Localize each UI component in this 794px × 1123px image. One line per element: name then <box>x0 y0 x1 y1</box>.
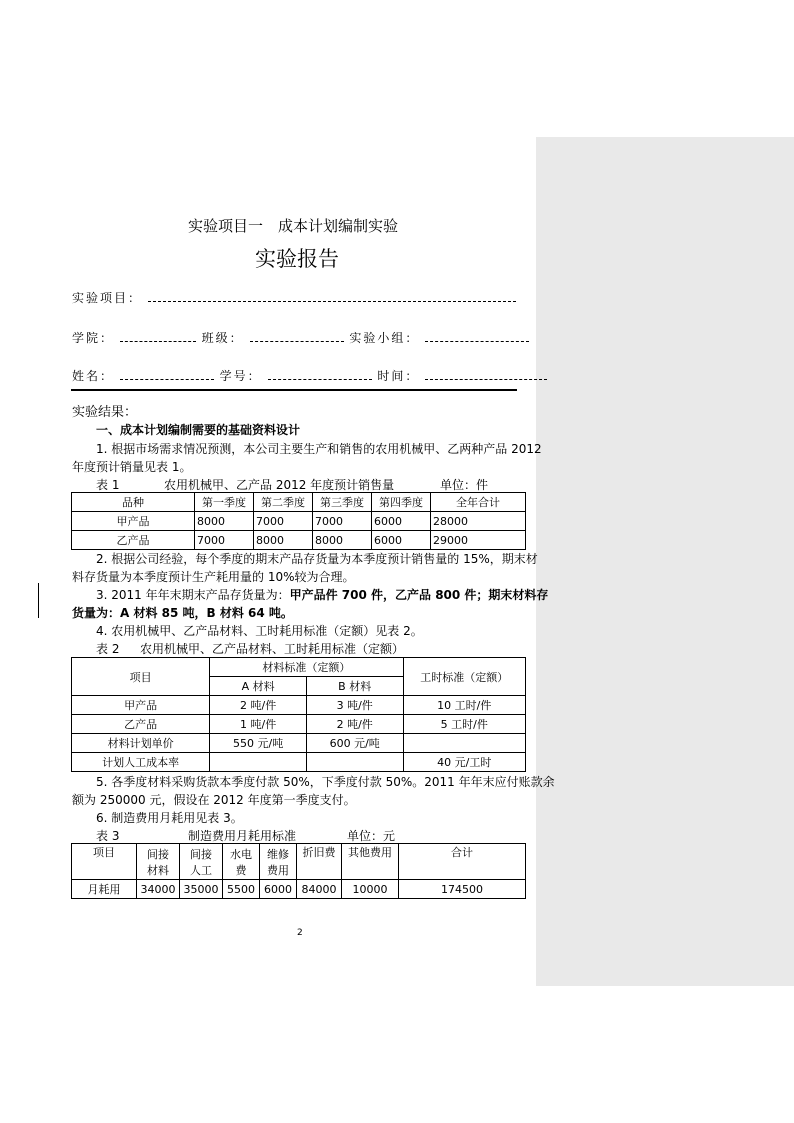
material-standards-table <box>71 657 526 772</box>
project-label: 实验项目： <box>72 291 143 305</box>
table-cell: 550 元/吨 <box>210 734 307 753</box>
paragraph-3-line-2: 货量为：A 材料 85 吨，B 材料 64 吨。 <box>72 606 293 620</box>
table-cell: 174500 <box>399 880 526 899</box>
paragraph-6: 6. 制造费用月耗用见表 3。 <box>96 811 243 825</box>
paragraph-3-line-1 <box>96 586 548 603</box>
paragraph-5-line-2: 额为 250000 元，假设在 2012 年度第一季度支付。 <box>72 793 356 807</box>
group-label: 实验小组： <box>349 331 420 345</box>
name-label: 姓名： <box>72 369 115 383</box>
table-header-cell: 折旧费 <box>297 844 342 880</box>
table-cell: 7000 <box>313 512 372 531</box>
table2-title: 农用机械甲、乙产品材料、工时耗用标准（定额） <box>140 642 405 656</box>
id-input-line[interactable] <box>268 369 372 380</box>
class-label: 班级： <box>201 331 244 345</box>
table-header-cell: A 材料 <box>210 677 307 696</box>
table-row <box>72 512 526 531</box>
time-label: 时间： <box>377 369 420 383</box>
table-header-cell: 其他费用 <box>342 844 399 880</box>
table-cell: 10 工时/件 <box>403 696 526 715</box>
table1-unit: 单位：件 <box>440 478 489 492</box>
table-header-row <box>72 493 526 512</box>
table-row <box>72 734 526 753</box>
overhead-cost-table <box>71 843 526 899</box>
time-input-line[interactable] <box>425 369 547 380</box>
table-cell: 8000 <box>313 531 372 550</box>
table-header-cell: 第二季度 <box>254 493 313 512</box>
table-header-cell: 品种 <box>72 493 195 512</box>
table-cell: 7000 <box>195 531 254 550</box>
college-row <box>72 329 529 346</box>
table-cell <box>403 734 526 753</box>
table-cell <box>306 753 403 772</box>
table-header-cell: B 材料 <box>306 677 403 696</box>
table-cell: 28000 <box>431 512 526 531</box>
table-header-cell: 维修 费用 <box>260 844 297 880</box>
table-cell: 8000 <box>195 512 254 531</box>
table-cell: 34000 <box>137 880 180 899</box>
table-cell: 84000 <box>297 880 342 899</box>
table1-title: 农用机械甲、乙产品 2012 年度预计销售量 <box>164 478 395 492</box>
paragraph-4: 4. 农用机械甲、乙产品材料、工时耗用标准（定额）见表 2。 <box>96 624 423 638</box>
paragraph-1-line-2: 年度预计销量见表 1。 <box>72 460 192 474</box>
table3-title: 制造费用月耗用标准 <box>188 829 297 843</box>
table-cell: 6000 <box>260 880 297 899</box>
report-subtitle: 实验项目一 成本计划编制实验 <box>188 217 399 235</box>
college-label: 学院： <box>72 331 115 345</box>
table3-unit: 单位：元 <box>347 829 396 843</box>
id-label: 学号： <box>219 369 262 383</box>
table-cell: 8000 <box>254 531 313 550</box>
name-input-line[interactable] <box>120 369 214 380</box>
paragraph-3-bold-text: 甲产品件 700 件，乙产品 800 件；期末材料存 <box>289 588 549 602</box>
table2-number: 表 2 <box>96 642 120 656</box>
table-row <box>72 531 526 550</box>
table-row <box>72 715 526 734</box>
table-cell: 35000 <box>180 880 223 899</box>
table-header-cell: 合计 <box>399 844 526 880</box>
table-header-cell: 第一季度 <box>195 493 254 512</box>
report-title: 实验报告 <box>255 247 339 271</box>
table-cell: 40 元/工时 <box>403 753 526 772</box>
table-header-cell: 项目 <box>72 844 137 880</box>
table3-number: 表 3 <box>96 829 120 843</box>
table-cell: 月耗用 <box>72 880 137 899</box>
text-cursor <box>38 583 39 618</box>
table-header-row <box>72 844 526 880</box>
table-cell: 材料计划单价 <box>72 734 210 753</box>
table-header-row <box>72 658 526 677</box>
paragraph-2-line-2: 料存货量为本季度预计生产耗用量的 10%较为合理。 <box>72 570 355 584</box>
table-row <box>72 880 526 899</box>
table-cell: 7000 <box>254 512 313 531</box>
table-header-cell: 间接 材料 <box>137 844 180 880</box>
header-rule <box>71 389 517 391</box>
table-cell: 甲产品 <box>72 696 210 715</box>
results-label: 实验结果： <box>72 405 138 420</box>
paragraph-5-line-1: 5. 各季度材料采购货款本季度付款 50%，下季度付款 50%。2011 年年末应付账款余 <box>96 775 555 789</box>
table-cell: 6000 <box>372 531 431 550</box>
table-cell: 3 吨/件 <box>306 696 403 715</box>
table-header-cell: 材料标准（定额） <box>210 658 403 677</box>
table-cell: 10000 <box>342 880 399 899</box>
table-header-cell: 水电 费 <box>223 844 260 880</box>
table-header-cell: 项目 <box>72 658 210 696</box>
comment-pane <box>536 137 794 986</box>
section-heading: 一、成本计划编制需要的基础资料设计 <box>96 423 301 437</box>
table-header-cell: 第三季度 <box>313 493 372 512</box>
table-header-cell: 工时标准（定额） <box>403 658 526 696</box>
table-cell: 29000 <box>431 531 526 550</box>
class-input-line[interactable] <box>250 331 344 342</box>
table1-number: 表 1 <box>96 478 120 492</box>
college-input-line[interactable] <box>120 331 196 342</box>
table-header-cell: 全年合计 <box>431 493 526 512</box>
table-cell: 计划人工成本率 <box>72 753 210 772</box>
table-cell: 2 吨/件 <box>210 696 307 715</box>
table-header-cell: 第四季度 <box>372 493 431 512</box>
page-number: 2 <box>297 928 303 938</box>
paragraph-1-line-1: 1. 根据市场需求情况预测，本公司主要生产和销售的农用机械甲、乙两种产品 2012 <box>96 442 542 456</box>
table-header-cell: 间接 人工 <box>180 844 223 880</box>
table-cell: 1 吨/件 <box>210 715 307 734</box>
table-cell: 甲产品 <box>72 512 195 531</box>
project-input-line[interactable] <box>148 291 516 302</box>
table-row <box>72 753 526 772</box>
table-cell: 5 工时/件 <box>403 715 526 734</box>
table-cell <box>210 753 307 772</box>
paragraph-3-text: 3. 2011 年年末期末产品存货量为： <box>96 588 290 602</box>
table-cell: 乙产品 <box>72 715 210 734</box>
name-row <box>72 367 547 384</box>
sales-forecast-table <box>71 492 526 550</box>
table-cell: 乙产品 <box>72 531 195 550</box>
paragraph-2-line-1: 2. 根据公司经验，每个季度的期末产品存货量为本季度预计销售量的 15%，期末材 <box>96 552 538 566</box>
table-cell: 6000 <box>372 512 431 531</box>
table-row <box>72 696 526 715</box>
table-cell: 5500 <box>223 880 260 899</box>
table-cell: 600 元/吨 <box>306 734 403 753</box>
table-cell: 2 吨/件 <box>306 715 403 734</box>
project-field[interactable] <box>72 289 516 306</box>
group-input-line[interactable] <box>425 331 529 342</box>
